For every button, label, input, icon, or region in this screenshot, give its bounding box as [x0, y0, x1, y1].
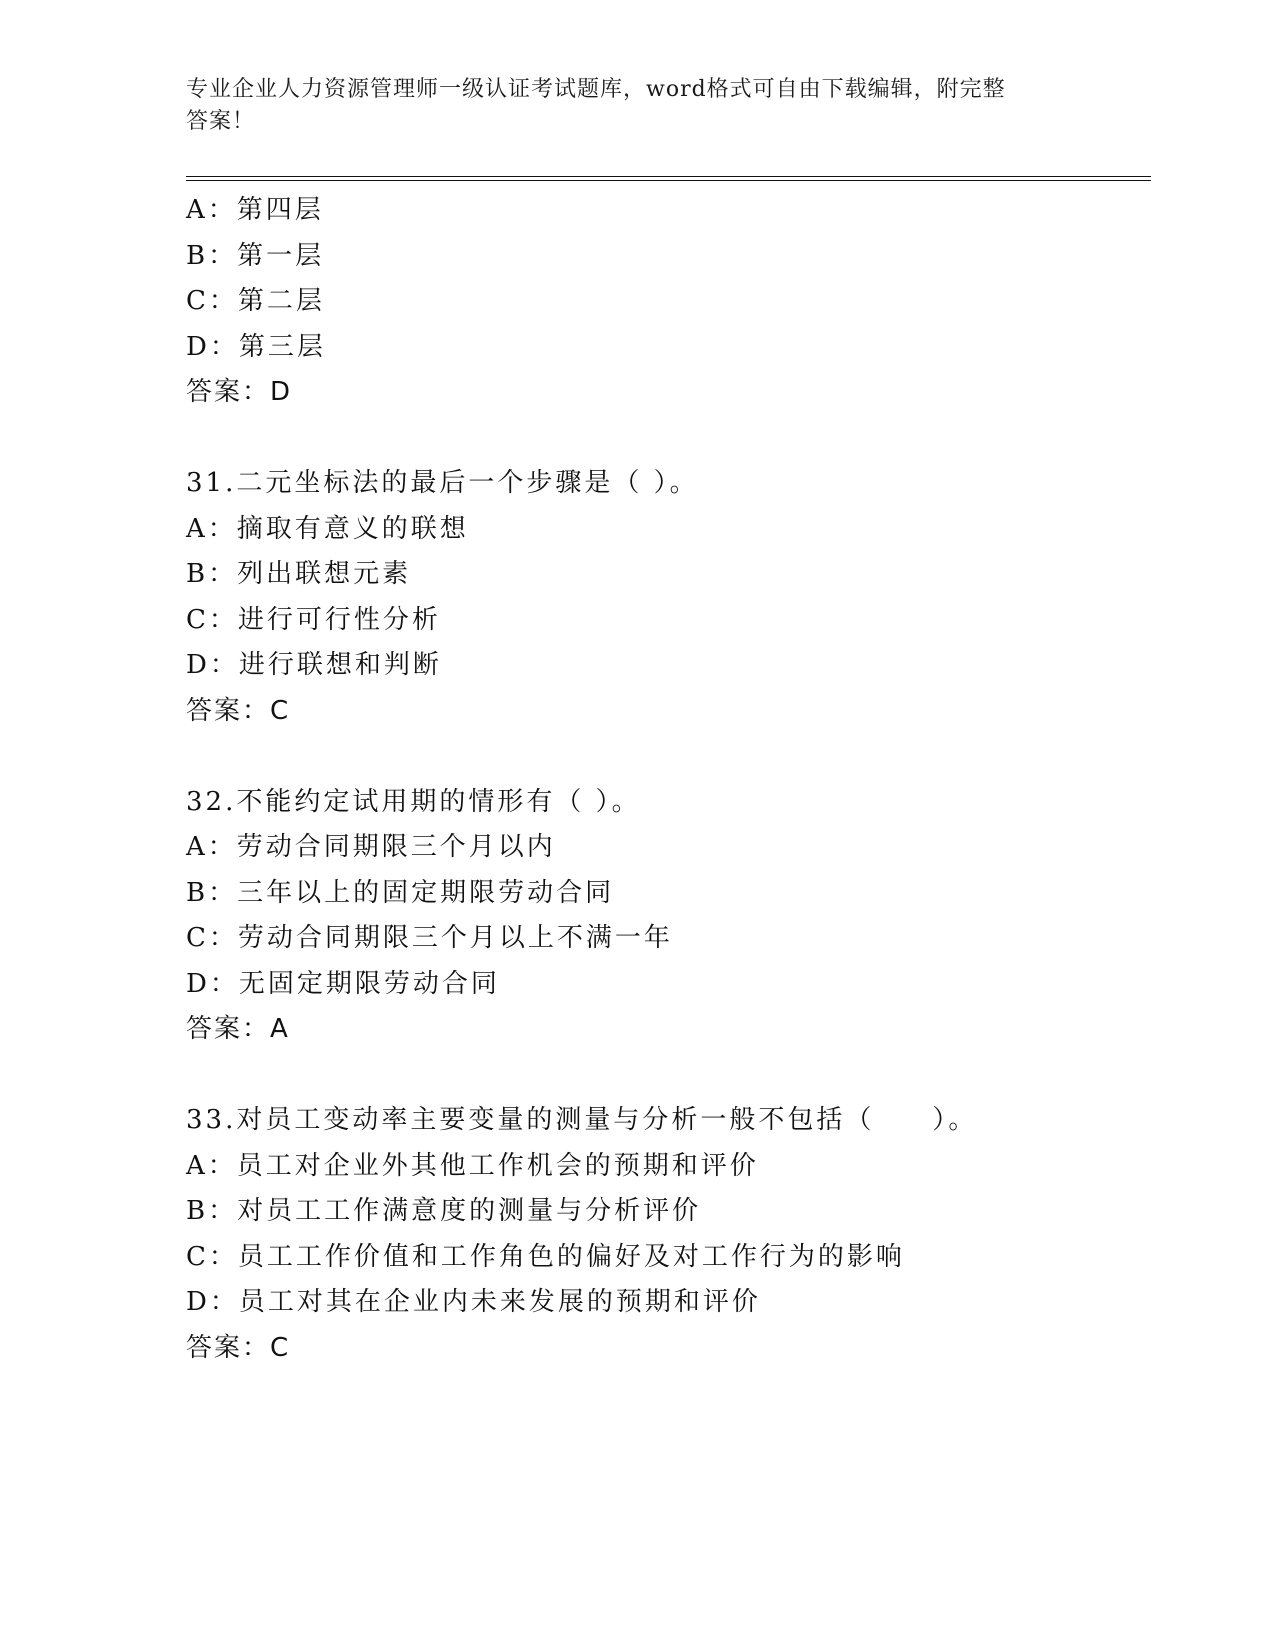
- spacer: [186, 734, 1151, 780]
- option-text: 第三层: [238, 331, 326, 362]
- option-d: [186, 325, 1151, 371]
- option-text: 第二层: [237, 286, 325, 316]
- header-divider: [186, 176, 1151, 181]
- option-letter: C：: [186, 1241, 238, 1272]
- document-header: [186, 74, 1066, 138]
- option-letter: D：: [186, 331, 239, 362]
- question-stem: 32.不能约定试用期的情形有（ ）。: [186, 786, 641, 817]
- option-text: 无固定期限劳动合同: [238, 968, 500, 999]
- answer-line: 答案：C: [186, 1332, 291, 1363]
- question-stem: 31.二元坐标法的最后一个步骤是（ ）。: [186, 468, 699, 498]
- option-letter: B：: [186, 877, 238, 908]
- question-stem: 33.对员工变动率主要变量的测量与分析一般不包括（ ）。: [186, 1105, 978, 1135]
- option-a: [186, 507, 1151, 553]
- option-text: 员工工作价值和工作角色的偏好及对工作行为的影响: [237, 1241, 905, 1272]
- option-a: [186, 825, 1151, 871]
- option-b: [186, 552, 1151, 598]
- question-block-30: [186, 188, 1151, 416]
- answer-line: 答案：A: [186, 1014, 290, 1044]
- option-a: [186, 1144, 1151, 1190]
- option-text: 摘取有意义的联想: [236, 513, 469, 544]
- spacer: [186, 416, 1151, 462]
- option-text: 进行联想和判断: [238, 650, 442, 680]
- option-text: 第四层: [236, 195, 324, 225]
- option-text: 进行可行性分析: [237, 604, 441, 635]
- option-text: 劳动合同期限三个月以内: [236, 832, 556, 862]
- option-d: [186, 643, 1151, 689]
- question-list: [186, 188, 1151, 1371]
- option-letter: A：: [186, 832, 237, 862]
- option-b: [186, 1189, 1151, 1235]
- option-letter: A：: [186, 513, 237, 544]
- option-c: [186, 598, 1151, 644]
- answer-line: 答案：D: [186, 377, 293, 407]
- option-text: 对员工工作满意度的测量与分析评价: [237, 1196, 702, 1226]
- option-letter: B：: [186, 1196, 238, 1226]
- question-block-31: [186, 461, 1151, 734]
- option-c: [186, 279, 1151, 325]
- option-letter: C：: [186, 604, 238, 635]
- option-letter: C：: [186, 286, 238, 316]
- option-letter: D：: [186, 1287, 239, 1317]
- option-letter: D：: [186, 650, 239, 680]
- question-block-32: [186, 780, 1151, 1053]
- option-letter: D：: [186, 968, 239, 999]
- option-b: [186, 871, 1151, 917]
- question-block-33: [186, 1098, 1151, 1371]
- header-line-2: 答案！: [186, 109, 256, 134]
- option-d: [186, 962, 1151, 1008]
- option-text: 第一层: [237, 240, 325, 271]
- option-text: 员工对其在企业内未来发展的预期和评价: [238, 1287, 761, 1317]
- option-letter: A：: [186, 1150, 237, 1181]
- spacer: [186, 1053, 1151, 1099]
- option-c: [186, 1235, 1151, 1281]
- option-c: [186, 916, 1151, 962]
- option-d: [186, 1280, 1151, 1326]
- option-a: [186, 188, 1151, 234]
- option-letter: B：: [186, 240, 238, 271]
- option-text: 列出联想元素: [237, 559, 412, 589]
- option-letter: C：: [186, 923, 238, 953]
- answer-line: 答案：C: [186, 695, 291, 726]
- option-text: 三年以上的固定期限劳动合同: [237, 877, 615, 908]
- option-letter: A：: [186, 195, 237, 225]
- option-text: 员工对企业外其他工作机会的预期和评价: [236, 1150, 759, 1181]
- option-b: [186, 234, 1151, 280]
- header-line-1: 专业企业人力资源管理师一级认证考试题库，word格式可自由下载编辑，附完整: [186, 77, 1006, 102]
- option-letter: B：: [186, 559, 238, 589]
- option-text: 劳动合同期限三个月以上不满一年: [237, 923, 673, 953]
